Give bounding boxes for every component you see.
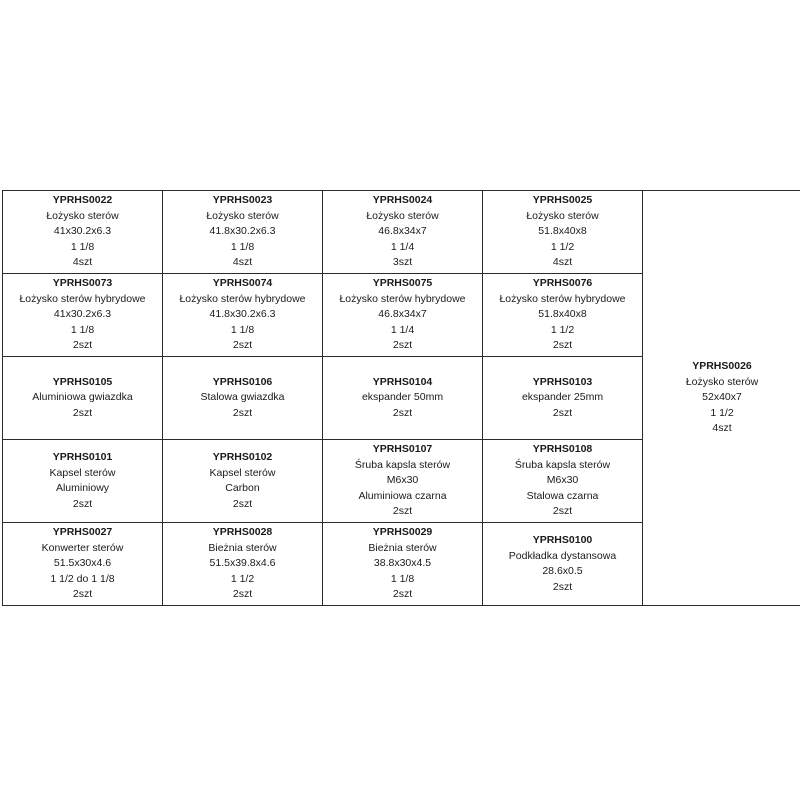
product-detail-line: Podkładka dystansowa xyxy=(508,549,617,562)
product-detail-line: 1 1/4 xyxy=(390,240,415,253)
product-code: YPRHS0024 xyxy=(372,194,433,207)
product-detail-line: Aluminiowy xyxy=(55,482,110,494)
product-cell xyxy=(163,523,323,606)
product-code: YPRHS0023 xyxy=(212,194,273,207)
product-code: YPRHS0076 xyxy=(532,277,593,290)
product-cell xyxy=(323,274,483,357)
product-detail-line: Łożysko sterów xyxy=(526,209,599,222)
product-detail-line: 1 1/8 xyxy=(390,572,415,585)
product-cell xyxy=(323,357,483,440)
product-detail-line: Śruba kapsla sterów xyxy=(354,458,451,471)
product-detail-line: Kapsel sterów xyxy=(209,466,276,479)
product-detail-line: 1 1/8 xyxy=(230,240,255,253)
product-code: YPRHS0029 xyxy=(372,526,433,539)
product-detail-line: Łożysko sterów hybrydowe xyxy=(499,292,626,305)
product-code: YPRHS0101 xyxy=(52,451,113,463)
product-code: YPRHS0100 xyxy=(532,534,593,546)
product-detail-line: M6x30 xyxy=(386,474,419,487)
product-cell xyxy=(483,274,643,357)
product-code: YPRHS0107 xyxy=(372,443,433,456)
product-detail-line: 2szt xyxy=(232,497,253,510)
product-detail-line: Carbon xyxy=(225,482,260,494)
product-code: YPRHS0106 xyxy=(212,375,273,388)
product-cell-side xyxy=(643,191,800,606)
product-detail-line: 41x30.2x6.3 xyxy=(53,308,112,321)
product-cell xyxy=(3,191,163,274)
product-detail-line: 2szt xyxy=(232,406,253,419)
product-detail-line: Aluminiowa czarna xyxy=(358,489,447,502)
product-code: YPRHS0075 xyxy=(372,277,433,290)
product-cell xyxy=(163,191,323,274)
product-detail-line: 1 1/8 xyxy=(70,323,95,336)
product-detail-line: 2szt xyxy=(392,588,413,601)
product-detail-line: 4szt xyxy=(232,256,253,269)
product-code: YPRHS0022 xyxy=(52,194,113,207)
product-detail-line: 2szt xyxy=(392,406,413,419)
product-detail-line: 1 1/2 xyxy=(550,240,575,253)
product-code: YPRHS0104 xyxy=(372,375,433,388)
product-code: YPRHS0073 xyxy=(52,277,113,290)
product-cell xyxy=(323,523,483,606)
product-cell xyxy=(163,357,323,440)
product-detail-line: Łożysko sterów xyxy=(366,209,439,222)
product-cell xyxy=(163,440,323,523)
product-detail-line: Łożysko sterów hybrydowe xyxy=(179,292,306,305)
product-detail-line: Aluminiowa gwiazdka xyxy=(32,391,133,404)
product-detail-line: 51.8x40x8 xyxy=(538,308,587,321)
product-detail-line: 1 1/2 xyxy=(710,406,734,419)
product-detail-line: Bieżnia sterów xyxy=(368,541,437,554)
product-detail-line: 2szt xyxy=(72,339,93,352)
product-detail-line: Łożysko sterów hybrydowe xyxy=(19,292,146,305)
product-detail-line: ekspander 25mm xyxy=(521,391,604,404)
product-detail-line: 1 1/8 xyxy=(70,240,95,253)
product-detail-line: 2szt xyxy=(552,580,573,593)
product-code: YPRHS0103 xyxy=(532,375,593,388)
product-cell xyxy=(163,274,323,357)
product-code: YPRHS0105 xyxy=(52,375,113,388)
product-detail-line: Łożysko sterów xyxy=(685,375,759,388)
product-detail-line: 38.8x30x4.5 xyxy=(373,557,432,570)
product-cell xyxy=(483,191,643,274)
product-table xyxy=(2,190,800,606)
product-detail-line: 41.8x30.2x6.3 xyxy=(209,308,276,321)
product-detail-line: Śruba kapsla sterów xyxy=(514,458,611,471)
table-row xyxy=(3,191,800,274)
product-detail-line: Konwerter sterów xyxy=(41,541,124,554)
product-cell xyxy=(3,274,163,357)
product-detail-line: 41x30.2x6.3 xyxy=(53,225,112,238)
product-detail-line: Stalowa czarna xyxy=(526,489,599,502)
product-detail-line: 41.8x30.2x6.3 xyxy=(209,225,276,238)
product-detail-line: 2szt xyxy=(72,497,93,510)
product-cell xyxy=(3,357,163,440)
product-detail-line: 4szt xyxy=(712,422,732,435)
product-cell xyxy=(483,440,643,523)
product-detail-line: M6x30 xyxy=(546,474,579,487)
product-detail-line: 2szt xyxy=(392,505,413,518)
product-detail-line: ekspander 50mm xyxy=(361,391,444,404)
product-detail-line: 3szt xyxy=(392,256,413,269)
product-detail-line: 2szt xyxy=(232,339,253,352)
product-code: YPRHS0026 xyxy=(692,360,752,373)
product-code: YPRHS0025 xyxy=(532,194,593,207)
product-detail-line: 1 1/4 xyxy=(390,323,415,336)
product-detail-line: Łożysko sterów xyxy=(46,209,119,222)
product-detail-line: Łożysko sterów xyxy=(206,209,279,222)
product-detail-line: 2szt xyxy=(232,588,253,601)
product-code: YPRHS0028 xyxy=(212,526,273,539)
product-detail-line: Bieżnia sterów xyxy=(208,541,277,554)
product-cell xyxy=(483,523,643,606)
product-detail-line: Stalowa gwiazdka xyxy=(200,391,285,404)
product-cell xyxy=(323,440,483,523)
product-detail-line: 1 1/2 do 1 1/8 xyxy=(50,572,115,585)
product-detail-line: Kapsel sterów xyxy=(49,466,116,479)
product-detail-line: 51.5x30x4.6 xyxy=(53,557,112,570)
product-detail-line: 28.6x0.5 xyxy=(542,565,583,577)
product-detail-line: 1 1/2 xyxy=(230,572,255,585)
product-code: YPRHS0074 xyxy=(212,277,273,290)
product-detail-line: 46.8x34x7 xyxy=(378,308,427,321)
product-detail-line: 2szt xyxy=(552,406,573,419)
product-detail-line: 4szt xyxy=(552,256,573,269)
product-detail-line: 51.5x39.8x4.6 xyxy=(209,557,276,570)
product-detail-line: 2szt xyxy=(552,505,573,518)
product-cell xyxy=(483,357,643,440)
product-cell xyxy=(3,440,163,523)
product-detail-line: 2szt xyxy=(72,406,93,419)
product-detail-line: 46.8x34x7 xyxy=(378,225,427,238)
product-detail-line: Łożysko sterów hybrydowe xyxy=(339,292,466,305)
product-cell xyxy=(323,191,483,274)
product-code: YPRHS0108 xyxy=(532,443,593,456)
product-table-body xyxy=(3,191,800,606)
product-cell xyxy=(3,523,163,606)
product-detail-line: 1 1/8 xyxy=(230,323,255,336)
product-detail-line: 1 1/2 xyxy=(550,323,575,336)
product-code: YPRHS0027 xyxy=(52,526,113,539)
product-detail-line: 52x40x7 xyxy=(702,391,742,404)
product-detail-line: 2szt xyxy=(72,588,93,601)
product-detail-line: 4szt xyxy=(72,256,93,269)
product-code: YPRHS0102 xyxy=(212,451,273,463)
product-detail-line: 2szt xyxy=(392,339,413,352)
product-detail-line: 51.8x40x8 xyxy=(538,225,587,238)
product-detail-line: 2szt xyxy=(552,339,573,352)
